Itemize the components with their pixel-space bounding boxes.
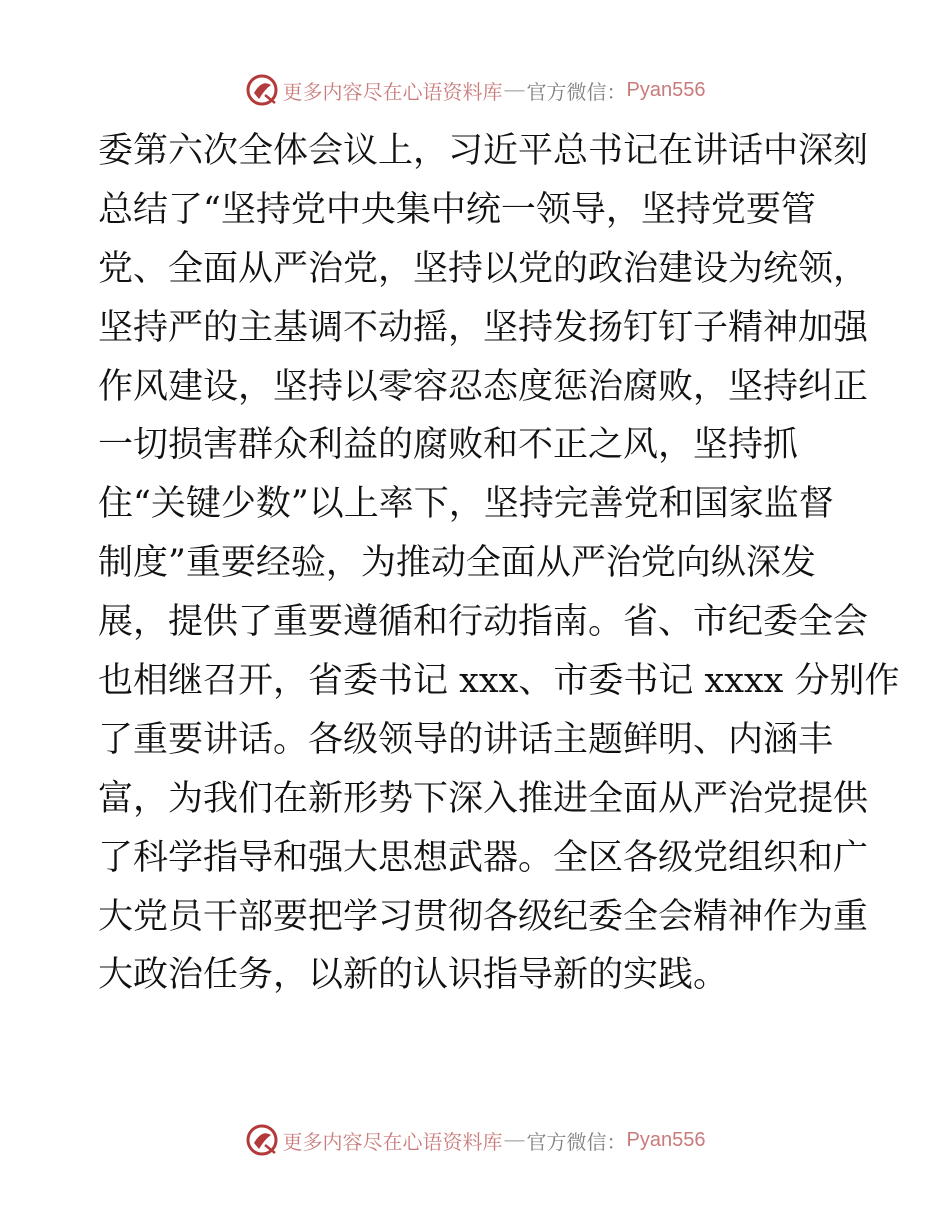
text-line: 大政治任务，以新的认识指导新的实践。: [98, 955, 729, 996]
text-line: 党、全面从严治党，坚持以党的政治建设为统领，: [98, 248, 869, 289]
text-line: 富，为我们在新形势下深入推进全面从严治党提供: [98, 778, 869, 819]
text-line: 也相继召开，省委书记 xxx、市委书记 xxxx 分别作: [98, 661, 900, 702]
watermark-separator: —: [504, 1128, 525, 1151]
text-line: 作风建设，坚持以零容忍态度惩治腐败，坚持纠正: [98, 366, 869, 407]
watermark-text: 更多内容尽在心语资料库: [282, 79, 503, 104]
text-line: 总结了“坚持党中央集中统一领导，坚持党要管: [98, 189, 816, 230]
text-line: 委第六次全体会议上，习近平总书记在讲话中深刻: [98, 131, 869, 171]
watermark-contact-label: 官方微信：: [526, 1129, 627, 1154]
text-line: 了科学指导和强大思想武器。全区各级党组织和广: [98, 837, 869, 878]
header-watermark: [0, 70, 950, 110]
text-line: 了重要讲话。各级领导的讲话主题鲜明、内涵丰: [98, 719, 834, 760]
text-line: 展，提供了重要遵循和行动指南。省、市纪委全会: [98, 602, 869, 643]
watermark-contact-id: Pyan556: [626, 78, 706, 101]
logo-icon: [245, 1123, 279, 1157]
text-line: 一切损害群众利益的腐败和不正之风，坚持抓: [98, 425, 799, 466]
watermark-contact-label: 官方微信：: [526, 79, 627, 104]
text-line: 坚持严的主基调不动摇，坚持发扬钉钉子精神加强: [98, 307, 869, 348]
text-line: 制度”重要经验，为推动全面从严治党向纵深发: [98, 543, 816, 584]
footer-watermark: [0, 1120, 950, 1160]
text-line: 住“关键少数”以上率下，坚持完善党和国家监督: [98, 484, 834, 525]
watermark-contact-id: Pyan556: [626, 1128, 706, 1151]
watermark-text: 更多内容尽在心语资料库: [282, 1129, 503, 1154]
watermark-separator: —: [504, 78, 525, 101]
logo-icon: [245, 73, 279, 107]
text-line: 大党员干部要把学习贯彻各级纪委全会精神作为重: [98, 896, 869, 937]
body-text: [98, 122, 900, 1005]
